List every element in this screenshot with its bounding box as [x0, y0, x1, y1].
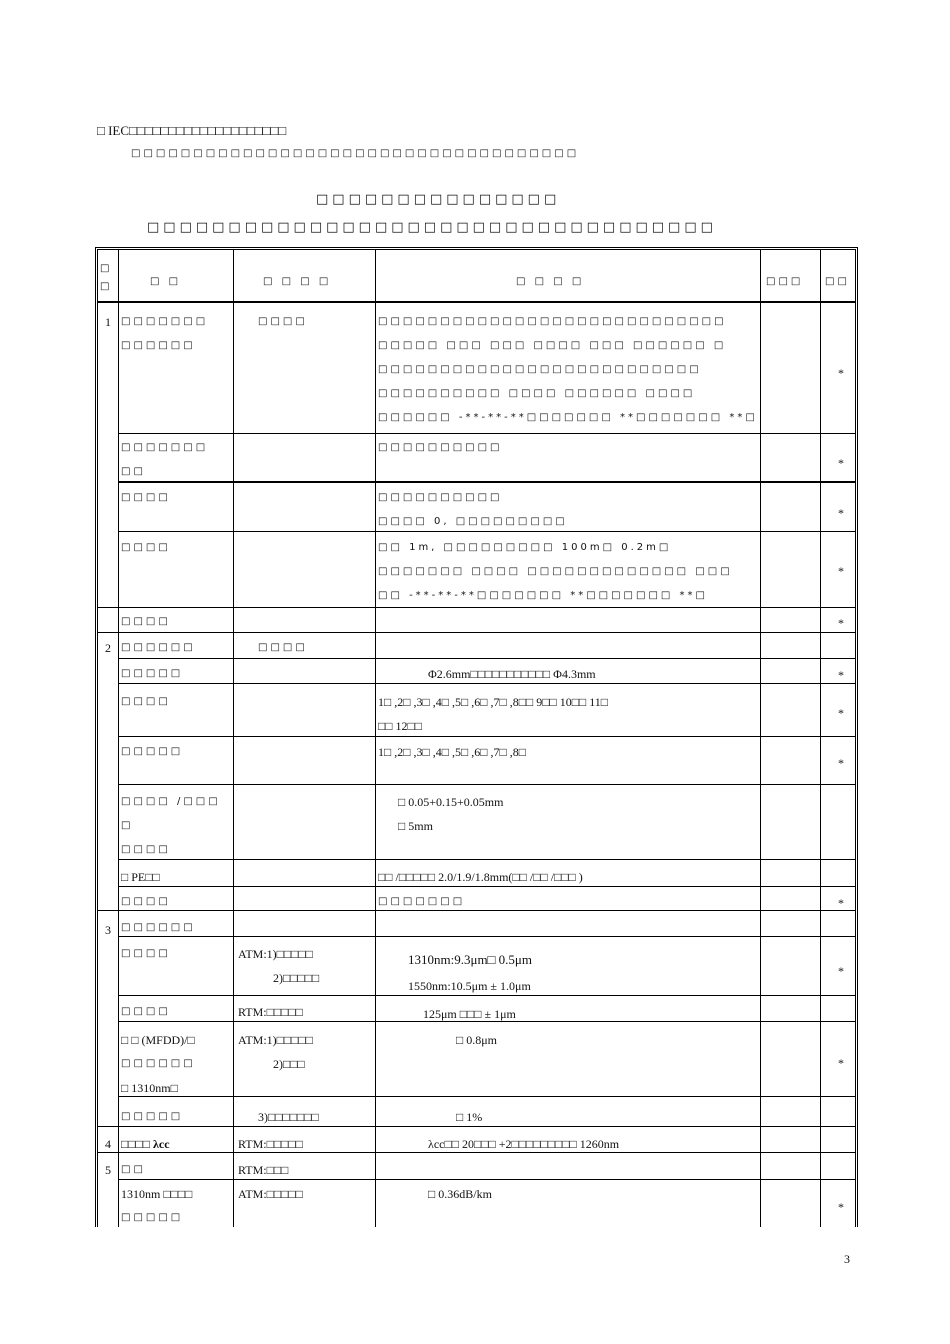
document-subtitle: □□□□□□□□□□□□□□□□□□□□□□□□□□□□□□□□□□□: [147, 220, 717, 235]
item-text: □□□□: [121, 542, 171, 553]
item-text: □□□□: [121, 616, 171, 627]
header-result: □□□: [766, 276, 804, 287]
requirement-text: □□□□□□□□□□: [378, 442, 503, 453]
method-text: ATM:□□□□□: [238, 1187, 303, 1201]
requirement-text: 1□ ,2□ ,3□ ,4□ ,5□ ,6□ ,7□ ,8□□ 9□□ 10□□ 11□: [378, 695, 609, 709]
item-text: □□□□□□: [121, 1058, 196, 1069]
item-text: □□□□□□□: [121, 442, 209, 453]
item-text: □□□□: [121, 844, 171, 855]
document-title: □□□□□□□□□□□□□□□: [316, 192, 561, 207]
row-number: 5: [105, 1163, 111, 1177]
method-text: 3)□□□□□□□: [258, 1110, 319, 1124]
item-text: 1310nm □□□□: [121, 1187, 193, 1201]
requirement-text: □□□□□□□: [378, 896, 466, 907]
header-requirement: □ □ □ □: [516, 276, 585, 287]
item-text: □□□□: [121, 696, 171, 707]
header-method: □ □ □ □: [263, 276, 332, 287]
requirement-text: □□ 1m, □□□□□□□□□ 100m□ 0.2m□: [378, 542, 672, 553]
note-star: *: [838, 964, 844, 978]
item-text: □□□□□□: [121, 642, 196, 653]
note-star: *: [838, 506, 844, 520]
note-star: *: [838, 1056, 844, 1070]
requirement-text: 1550nm:10.5μm ± 1.0μm: [408, 979, 531, 993]
requirement-text: λcc□□ 20□□□ +2□□□□□□□□□ 1260nm: [428, 1137, 620, 1151]
item-text: □□□□□: [121, 1111, 184, 1122]
requirement-text: 125μm □□□ ± 1μm: [423, 1007, 516, 1021]
requirement-text: □□□□□ □□□ □□□ □□□□ □□□ □□□□□□ □: [378, 340, 727, 351]
item-text: □□□□ λcc: [121, 1137, 170, 1151]
row-number: 3: [105, 923, 111, 937]
note-star: *: [838, 1200, 844, 1214]
note-star: *: [838, 756, 844, 770]
item-text: □ □ (MFDD)/□: [121, 1033, 195, 1047]
item-text: □□: [121, 1164, 146, 1175]
method-text: ATM:1)□□□□□: [238, 1033, 313, 1047]
method-text: 2)□□□: [273, 1057, 305, 1071]
item-text: □□□□□□: [121, 340, 196, 351]
page-number: 3: [844, 1252, 850, 1266]
requirement-text: Φ2.6mm□□□□□□□□□□□ Φ4.3mm: [428, 667, 596, 681]
requirement-text: □ 1%: [456, 1110, 483, 1124]
intro-line-1: □ IEC□□□□□□□□□□□□□□□□□□□□: [97, 123, 287, 138]
requirement-text: □□ 12□□: [378, 719, 422, 733]
item-text: □ 1310nm□: [121, 1081, 178, 1095]
method-text: □□□□: [258, 642, 308, 653]
note-star: *: [838, 456, 844, 470]
item-text: □□□□ /□□□: [121, 796, 221, 807]
requirement-text: □□ -**-**-**□□□□□□□ **□□□□□□□ **□: [378, 590, 708, 601]
method-text: □□□□: [258, 316, 308, 327]
requirement-text: 1□ ,2□ ,3□ ,4□ ,5□ ,6□ ,7□ ,8□: [378, 745, 526, 759]
requirement-text: 1310nm:9.3μm□ 0.5μm: [408, 952, 532, 967]
item-text: □□□□□: [121, 746, 184, 757]
header-no: □ □: [100, 263, 113, 292]
note-star: *: [838, 564, 844, 578]
requirement-text: □ 0.36dB/km: [428, 1187, 492, 1201]
item-text: □□□□□□: [121, 922, 196, 933]
note-star: *: [838, 366, 844, 380]
requirement-text: □□□□ 0, □□□□□□□□□: [378, 516, 568, 527]
note-star: *: [838, 668, 844, 682]
item-text: □□□□□: [121, 1212, 184, 1223]
item-text: □: [121, 820, 134, 831]
requirement-text: □□□□□□□□□□□□□□□□□□□□□□□□□□: [378, 364, 702, 375]
note-star: *: [838, 706, 844, 720]
requirement-text: □ 5mm: [398, 819, 433, 833]
requirement-text: □□□□□□□□□□□□□□□□□□□□□□□□□□□□: [378, 316, 727, 327]
header-item: □ □: [150, 276, 182, 287]
item-text: □□□□: [121, 948, 171, 959]
requirement-text: □□□□□□□□□□: [378, 492, 503, 503]
header-note: □□: [825, 276, 850, 287]
method-text: ATM:1)□□□□□: [238, 947, 313, 961]
method-text: RTM:□□□□□: [238, 1137, 303, 1151]
row-number: 4: [105, 1137, 111, 1151]
method-text: RTM:□□□□□: [238, 1005, 303, 1019]
requirement-text: □ 0.05+0.15+0.05mm: [398, 795, 504, 809]
requirement-text: □□□□□□□ □□□□ □□□□□□□□□□□□□ □□□: [378, 566, 733, 577]
requirement-text: □□□□□□ -**-**-**□□□□□□□ **□□□□□□□ **□: [378, 412, 758, 423]
row-number: 2: [105, 641, 111, 655]
requirement-text: □ 0.8μm: [456, 1033, 498, 1047]
note-star: *: [838, 616, 844, 630]
requirement-text: □□□□□□□□□□ □□□□ □□□□□□ □□□□: [378, 388, 696, 399]
item-text: □□: [121, 466, 146, 477]
method-text: 2)□□□□□: [273, 971, 320, 985]
item-text: □□□□□□□: [121, 316, 209, 327]
item-text: □□□□□: [121, 668, 184, 679]
item-text: □□□□: [121, 896, 171, 907]
item-text: □□□□: [121, 1006, 171, 1017]
item-text: □□□□: [121, 492, 171, 503]
requirement-text: □□ /□□□□□ 2.0/1.9/1.8mm(□□ /□□ /□□□ ): [378, 870, 583, 884]
note-star: *: [838, 896, 844, 910]
item-text: □ PE□□: [121, 870, 160, 884]
spec-table: [95, 247, 858, 1227]
method-text: RTM:□□□: [238, 1163, 289, 1177]
row-number: 1: [105, 315, 111, 329]
intro-line-2: □□□□□□□□□□□□□□□□□□□□□□□□□□□□□□□□□□□□: [131, 148, 580, 159]
